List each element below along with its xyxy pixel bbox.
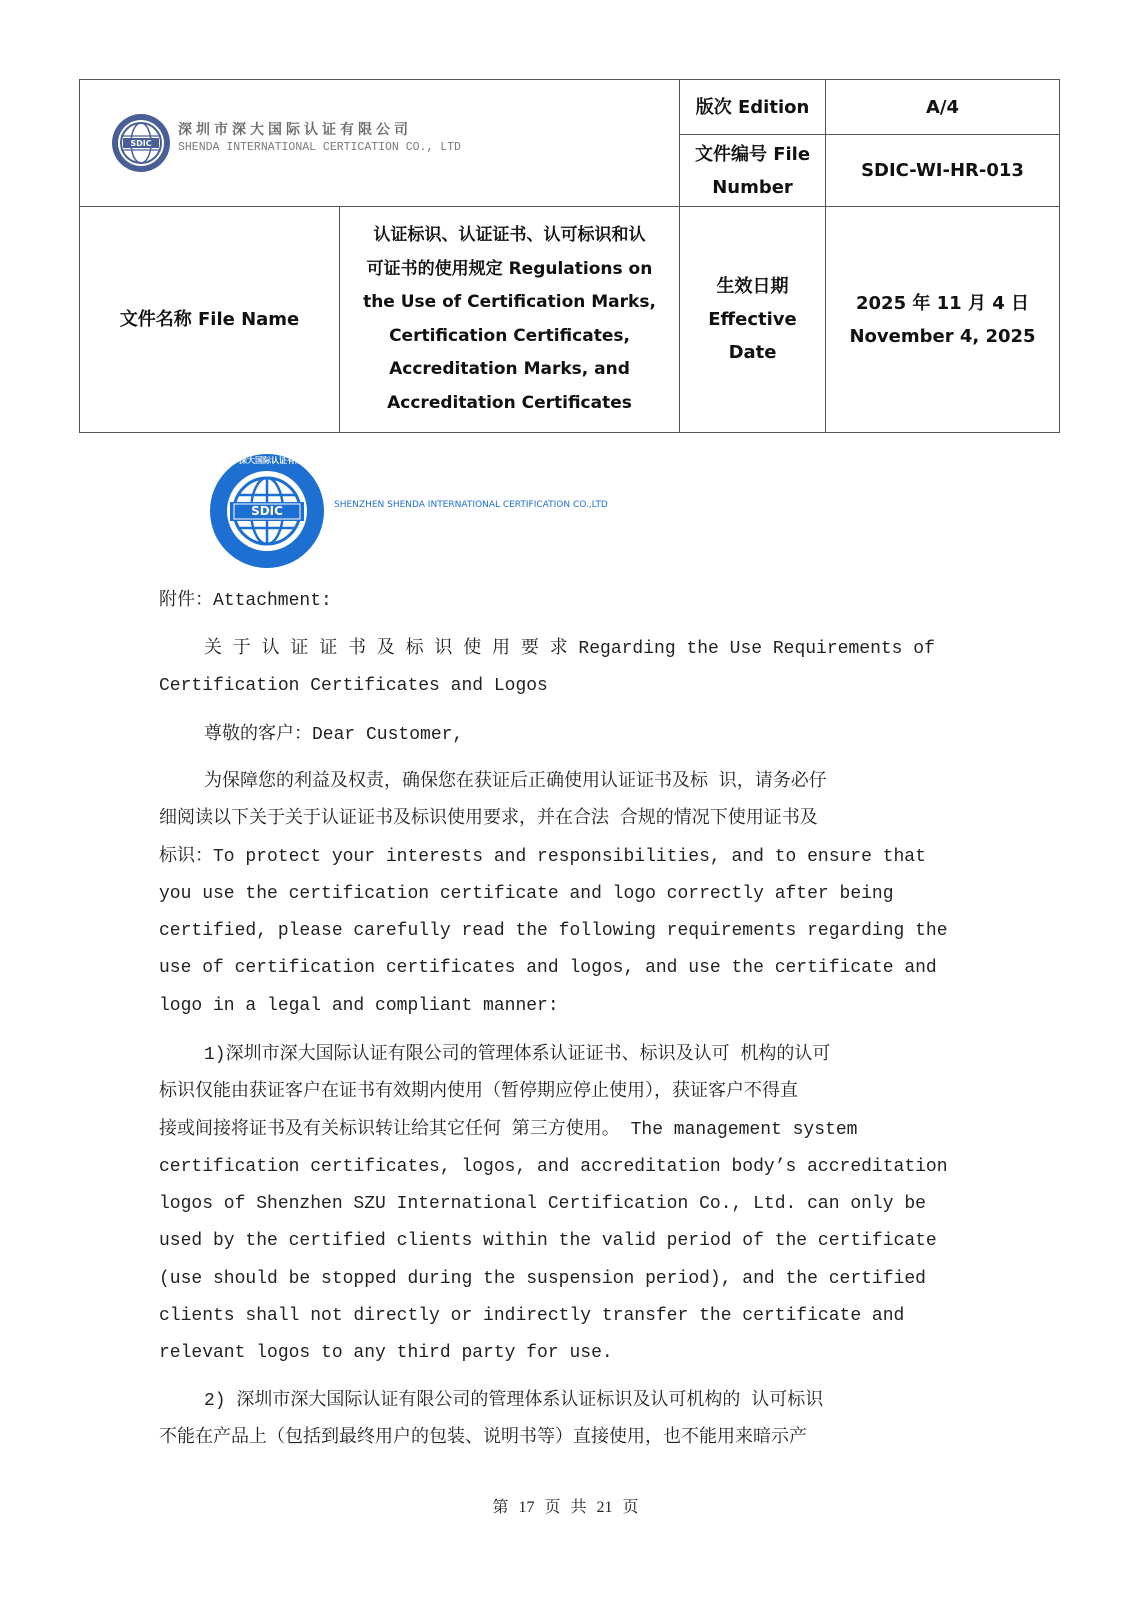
- intro-line: 为保障您的利益及权责，确保您在获证后正确使用认证证书及标 识，请务必仔: [204, 772, 827, 792]
- item-1-line: 标识仅能由获证客户在证书有效期内使用（暂停期应停止使用），获证客户不得直: [159, 1082, 798, 1103]
- file-name-label: 文件名称 File Name: [80, 207, 340, 433]
- intro-line: 细阅读以下关于关于认证证书及标识使用要求，并在合法 合规的情况下使用证书及: [159, 809, 818, 830]
- document-header-table: [79, 79, 1060, 433]
- file-name-line: 认证标识、认证证书、认可标识和认: [373, 225, 646, 245]
- file-name-line: the Use of Certification Marks,: [363, 292, 656, 312]
- page-number-footer: 第 17 页 共 21 页: [492, 1499, 639, 1516]
- company-name-en: SHENDA INTERNATIONAL CERTICATION CO., LTD: [178, 140, 461, 154]
- seal-center-text: SDIC: [251, 504, 283, 518]
- item-1-line: clients shall not directly or indirectly transfer the certificate and: [159, 1306, 905, 1327]
- subject-line: 关 于 认 证 证 书 及 标 识 使 用 要 求 Regarding the Use Requirements of: [204, 639, 935, 659]
- file-name-line: Accreditation Certificates: [387, 392, 632, 413]
- subject-line: Certification Certificates and Logos: [159, 676, 548, 697]
- file-number-value: SDIC-WI-HR-013: [826, 135, 1060, 207]
- item-1-line: 1)深圳市深大国际认证有限公司的管理体系认证证书、标识及认可 机构的认可: [204, 1045, 831, 1065]
- effective-date-value: [826, 207, 1060, 433]
- company-name-cn: 深圳市深大国际认证有限公司: [178, 121, 412, 138]
- seal-text-cn: 深圳市深大国际认证有限公司: [215, 456, 319, 465]
- item-1-line: (use should be stopped during the suspension period), and the certified: [159, 1268, 926, 1289]
- effective-date-label-line: Effective: [708, 309, 797, 330]
- salutation: 尊敬的客户：Dear Customer,: [204, 725, 464, 745]
- seal-text-en: SHENZHEN SHENDA INTERNATIONAL CERTIFICATION CO.,LTD: [334, 500, 608, 510]
- company-logo-cell: [80, 80, 680, 207]
- item-1-line: used by the certified clients within the valid period of the certificate: [159, 1231, 937, 1252]
- file-number-label-line: 文件编号 File: [694, 143, 811, 165]
- item-2-line: 2) 深圳市深大国际认证有限公司的管理体系认证标识及认可机构的 认可标识: [204, 1391, 824, 1411]
- item-1-paragraph: [159, 1037, 977, 1373]
- intro-line: use of certification certificates and logos, and use the certificate and: [159, 958, 937, 979]
- company-logo-icon: [110, 112, 172, 174]
- item-1-line: logos of Shenzhen SZU International Certification Co., Ltd. can only be: [159, 1194, 926, 1215]
- file-number-label: [680, 135, 826, 207]
- effective-date-label-line: Date: [728, 342, 777, 363]
- intro-paragraph: [159, 764, 977, 1025]
- effective-date-label-line: 生效日期: [716, 276, 789, 297]
- company-seal: [208, 452, 326, 570]
- item-1-line: 接或间接将证书及有关标识转让给其它任何 第三方使用。 The management system: [159, 1119, 858, 1140]
- item-2-paragraph: [159, 1383, 977, 1458]
- file-name-line: Certification Certificates,: [389, 325, 630, 346]
- file-number-label-line: Number: [712, 176, 793, 198]
- item-1-line: relevant logos to any third party for use.: [159, 1343, 613, 1364]
- file-name-line: 可证书的使用规定 Regulations on: [366, 258, 653, 279]
- effective-date-en: November 4, 2025: [849, 325, 1036, 347]
- intro-line: 标识：To protect your interests and responsibilities, and to ensure that: [159, 846, 926, 867]
- logo-text: SDIC: [130, 139, 152, 148]
- effective-date-cn: 2025 年 11 月 4 日: [856, 292, 1030, 314]
- intro-line: certified, please carefully read the following requirements regarding the: [159, 921, 948, 942]
- intro-line: logo in a legal and compliant manner:: [159, 995, 559, 1016]
- effective-date-label: [680, 207, 826, 433]
- item-2-line: 不能在产品上（包括到最终用户的包装、说明书等）直接使用，也不能用来暗示产: [159, 1428, 807, 1449]
- file-name-value: [340, 207, 680, 433]
- subject-paragraph: [159, 631, 977, 706]
- attachment-paragraph: [159, 583, 977, 620]
- file-name-line: Accreditation Marks, and: [389, 359, 630, 379]
- salutation-paragraph: [159, 717, 977, 754]
- item-1-line: certification certificates, logos, and accreditation body’s accreditation: [159, 1156, 948, 1177]
- intro-line: you use the certification certificate and logo correctly after being: [159, 883, 894, 904]
- attachment-heading: 附件：Attachment:: [159, 591, 332, 611]
- edition-label: 版次 Edition: [680, 80, 826, 135]
- edition-value: A/4: [826, 80, 1060, 135]
